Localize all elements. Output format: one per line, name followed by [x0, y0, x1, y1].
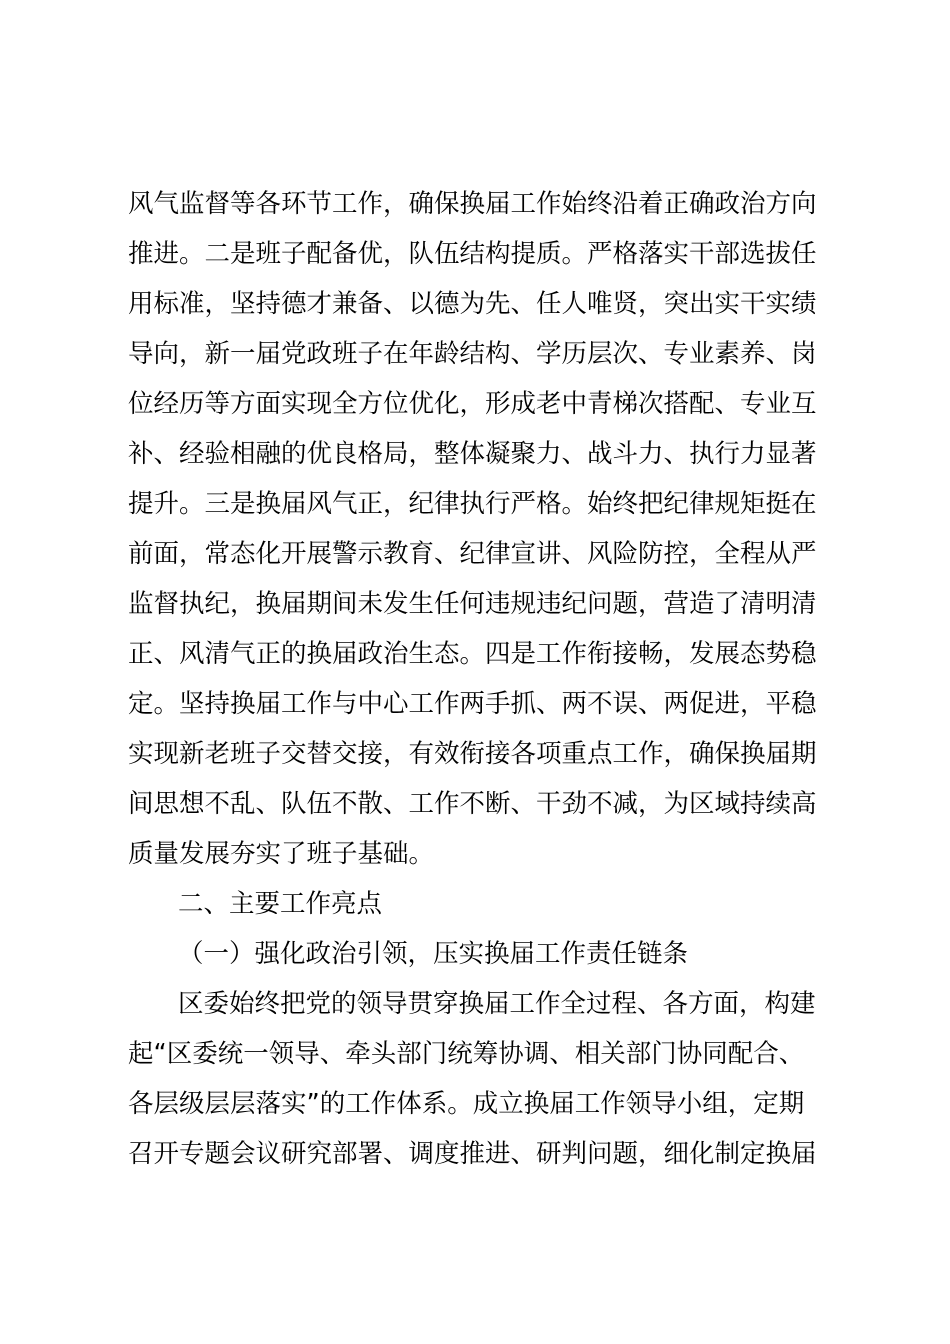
body-text-line: 前面，常态化开展警示教育、纪律宣讲、风险防控，全程从严 — [128, 539, 817, 569]
body-text-line: 区委始终把党的领导贯穿换届工作全过程、各方面，构建 — [178, 989, 816, 1019]
body-text-line: 间思想不乱、队伍不散、工作不断、干劲不减，为区域持续高 — [128, 789, 817, 819]
body-text-line: 位经历等方面实现全方位优化，形成老中青梯次搭配、专业互 — [128, 389, 817, 419]
body-text-line: 召开专题会议研究部署、调度推进、研判问题，细化制定换届 — [128, 1139, 817, 1169]
body-text-line: 正、风清气正的换届政治生态。四是工作衔接畅，发展态势稳 — [128, 639, 817, 669]
body-text-line: 监督执纪，换届期间未发生任何违规违纪问题，营造了清明清 — [128, 589, 817, 619]
body-text-line: 各层级层层落实”的工作体系。成立换届工作领导小组，定期 — [128, 1089, 805, 1119]
body-text-line: 实现新老班子交替交接，有效衔接各项重点工作，确保换届期 — [128, 739, 817, 769]
subsection-heading: （一）强化政治引领，压实换届工作责任链条 — [178, 939, 689, 969]
body-text-line: 导向，新一届党政班子在年龄结构、学历层次、专业素养、岗 — [128, 339, 817, 369]
body-text-line: 质量发展夯实了班子基础。 — [128, 839, 435, 869]
body-text-line: 起“区委统一领导、牵头部门统筹协调、相关部门协同配合、 — [128, 1039, 805, 1069]
body-text-line: 推进。二是班子配备优，队伍结构提质。严格落实干部选拔任 — [128, 239, 817, 269]
body-text-line: 风气监督等各环节工作，确保换届工作始终沿着正确政治方向 — [128, 189, 817, 219]
section-heading: 二、主要工作亮点 — [178, 889, 383, 919]
body-text-line: 定。坚持换届工作与中心工作两手抓、两不误、两促进，平稳 — [128, 689, 817, 719]
body-text-line: 补、经验相融的优良格局，整体凝聚力、战斗力、执行力显著 — [128, 439, 817, 469]
body-text-line: 提升。三是换届风气正，纪律执行严格。始终把纪律规矩挺在 — [128, 489, 817, 519]
body-text-line: 用标准，坚持德才兼备、以德为先、任人唯贤，突出实干实绩 — [128, 289, 817, 319]
